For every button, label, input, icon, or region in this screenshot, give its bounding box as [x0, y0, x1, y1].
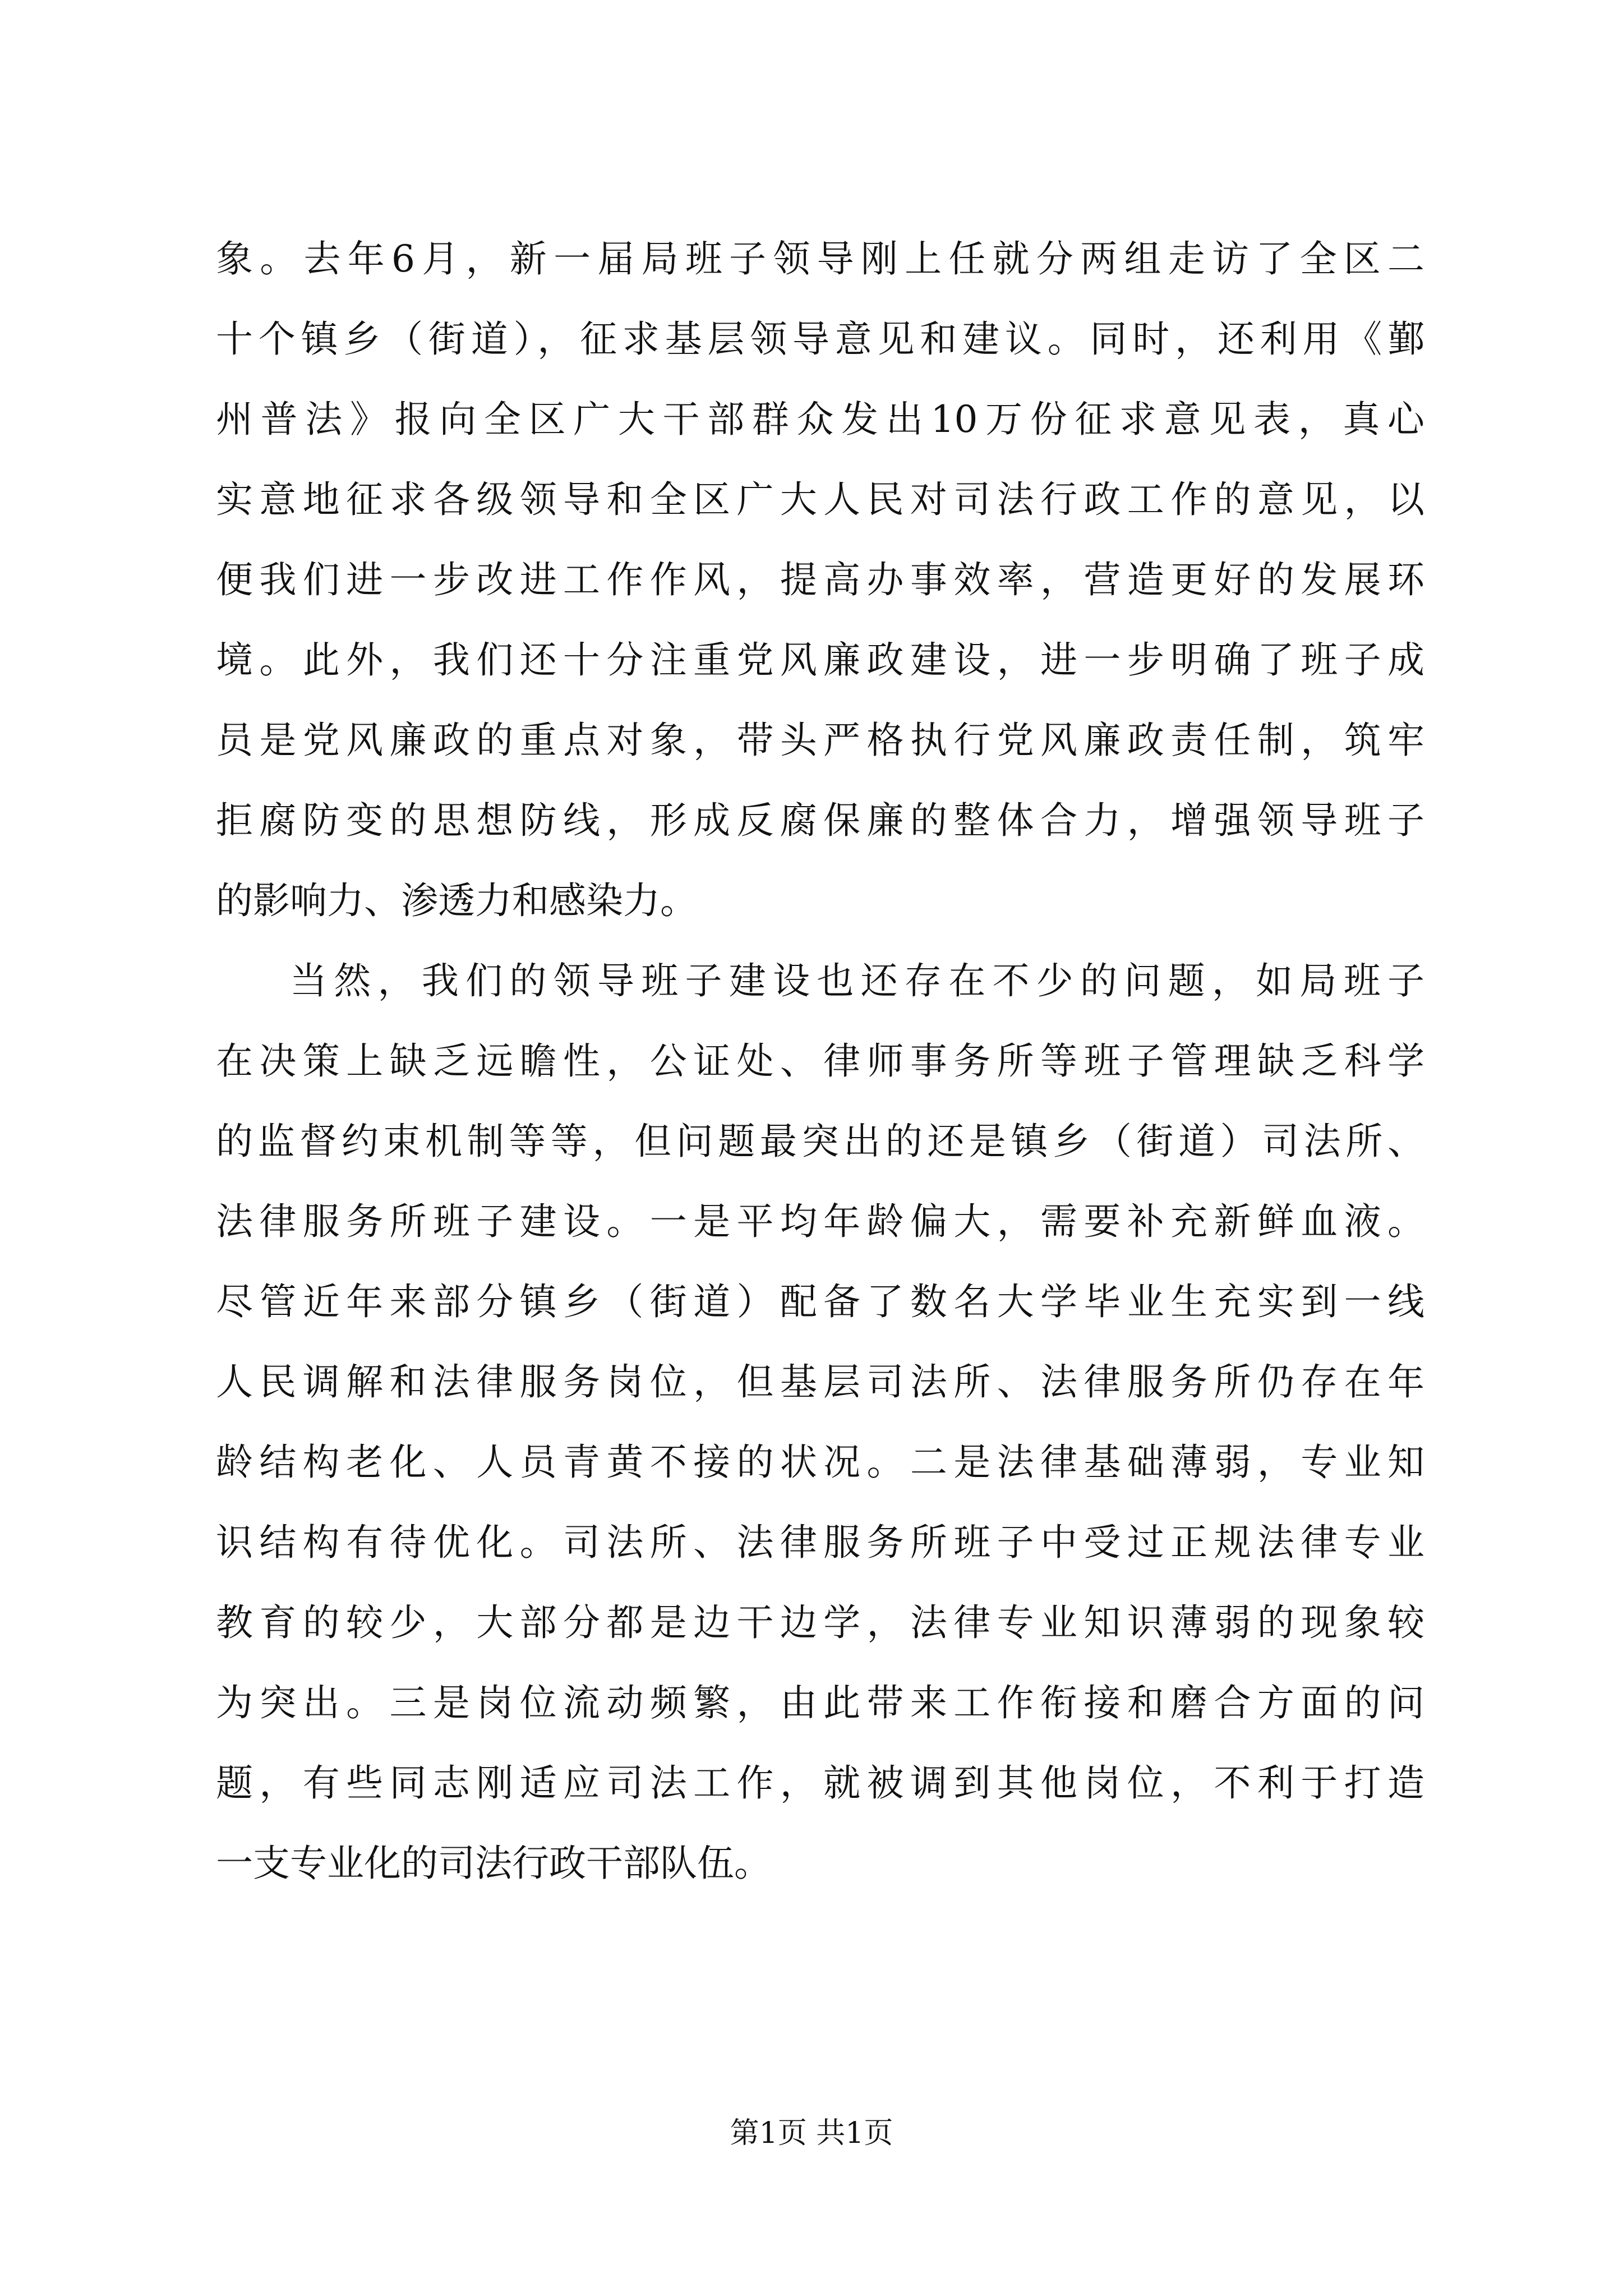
- text-line: 识结构有待优化。司法所、法律服务所班子中受过正规法律专业: [216, 1521, 1424, 1564]
- text-line: 的影响力、渗透力和感染力。: [216, 879, 697, 922]
- text-line: 龄结构老化、人员青黄不接的状况。二是法律基础薄弱，专业知: [216, 1441, 1424, 1484]
- text-line: 的监督约束机制等等，但问题最突出的还是镇乡（街道）司法所、: [216, 1120, 1424, 1163]
- paragraph-1: [216, 219, 1424, 941]
- text-line: 州普法》报向全区广大干部群众发出10万份征求意见表，真心: [216, 398, 1424, 441]
- paragraph-2: [216, 941, 1424, 1903]
- text-line: 题，有些同志刚适应司法工作，就被调到其他岗位，不利于打造: [216, 1761, 1424, 1805]
- text-line: 当然，我们的领导班子建设也还存在不少的问题，如局班子: [290, 959, 1424, 1002]
- text-line: 教育的较少，大部分都是边干边学，法律专业知识薄弱的现象较: [216, 1601, 1424, 1644]
- text-line: 人民调解和法律服务岗位，但基层司法所、法律服务所仍存在年: [216, 1360, 1424, 1404]
- text-line: 员是党风廉政的重点对象，带头严格执行党风廉政责任制，筑牢: [216, 719, 1424, 762]
- page-footer: 第1页 共1页: [730, 2116, 893, 2150]
- text-line: 实意地征求各级领导和全区广大人民对司法行政工作的意见，以: [216, 478, 1424, 521]
- text-line: 法律服务所班子建设。一是平均年龄偏大，需要补充新鲜血液。: [216, 1200, 1424, 1243]
- text-line: 拒腐防变的思想防线，形成反腐保廉的整体合力，增强领导班子: [216, 799, 1424, 842]
- document-body: [216, 219, 1424, 1903]
- text-line: 尽管近年来部分镇乡（街道）配备了数名大学毕业生充实到一线: [216, 1280, 1424, 1323]
- text-line: 象。去年6月，新一届局班子领导刚上任就分两组走访了全区二: [216, 237, 1424, 280]
- text-line: 在决策上缺乏远瞻性，公证处、律师事务所等班子管理缺乏科学: [216, 1039, 1424, 1083]
- text-line: 一支专业化的司法行政干部队伍。: [216, 1842, 771, 1885]
- text-line: 境。此外，我们还十分注重党风廉政建设，进一步明确了班子成: [216, 638, 1424, 682]
- text-line: 为突出。三是岗位流动频繁，由此带来工作衔接和磨合方面的问: [216, 1681, 1424, 1724]
- text-line: 十个镇乡（街道），征求基层领导意见和建议。同时，还利用《鄞: [216, 318, 1424, 361]
- text-line: 便我们进一步改进工作作风，提高办事效率，营造更好的发展环: [216, 558, 1424, 601]
